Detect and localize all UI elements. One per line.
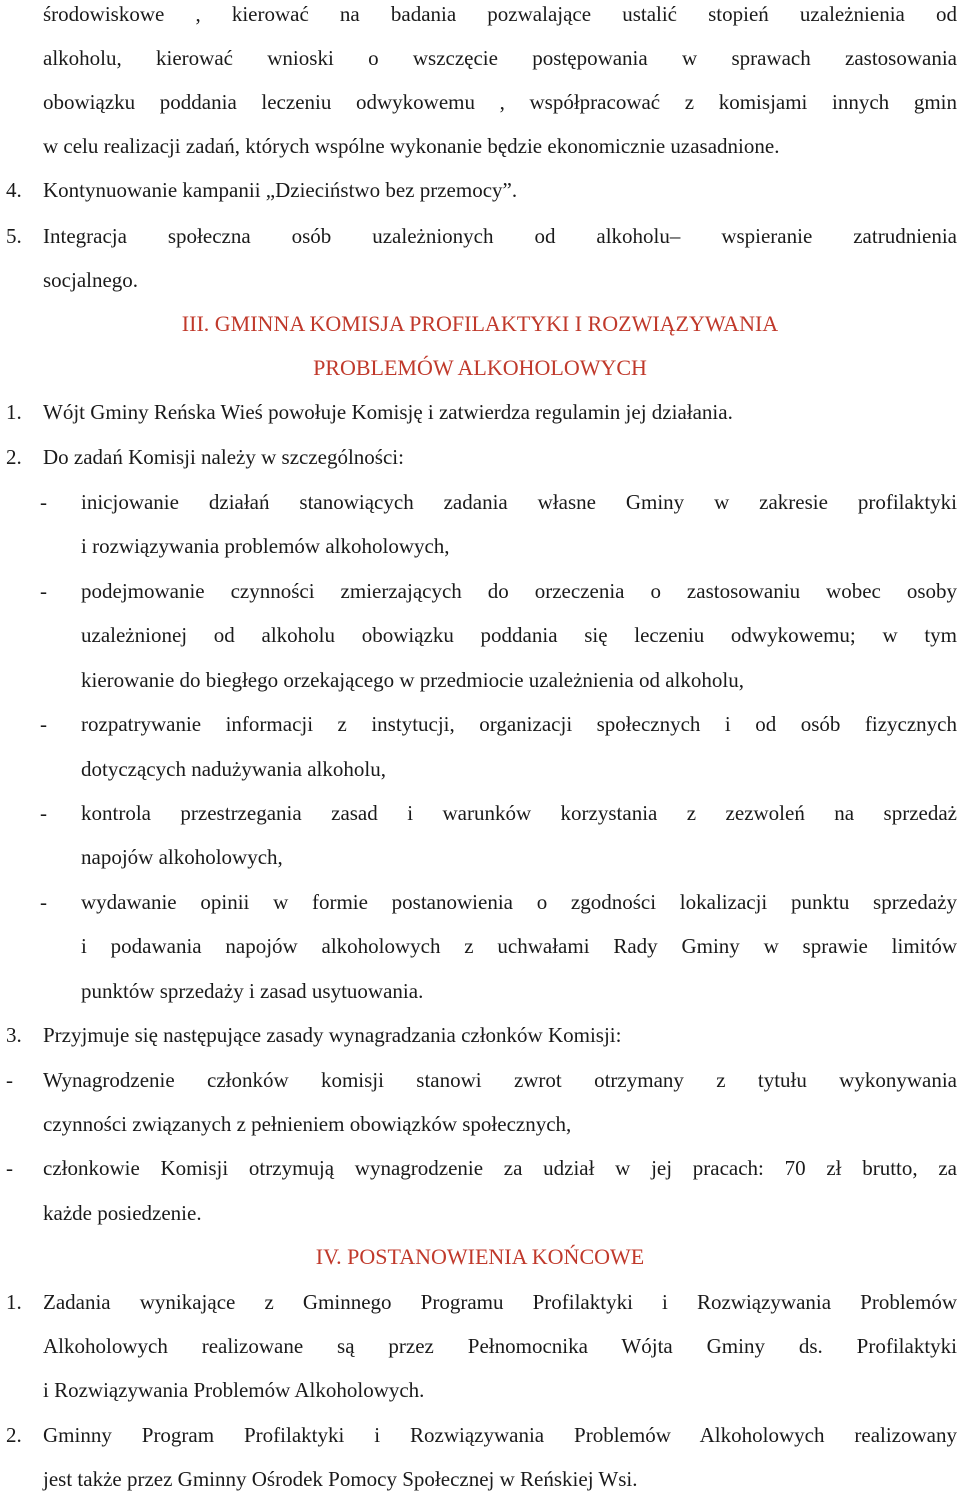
item-number: 1. xyxy=(6,1290,22,1314)
bullet-text: uzależnionej od alkoholu obowiązku poddania się leczeniu odwykowemu; w tym xyxy=(81,623,957,647)
bullet-dash: - xyxy=(40,801,47,825)
bullet-text: kontrola przestrzegania zasad i warunków korzystania z zezwoleń na sprzedaż xyxy=(81,801,957,825)
bullet-dash: - xyxy=(40,579,47,603)
item-text: i Rozwiązywania Problemów Alkoholowych. xyxy=(43,1378,425,1402)
item-number: 2. xyxy=(6,1423,22,1447)
paragraph-line: w celu realizacji zadań, których wspólne wykonanie będzie ekonomicznie uzasadnione. xyxy=(43,134,780,158)
item-text: Przyjmuje się następujące zasady wynagradzania członków Komisji: xyxy=(43,1023,622,1047)
section-heading: PROBLEMÓW ALKOHOLOWYCH xyxy=(313,355,647,380)
bullet-text: inicjowanie działań stanowiących zadania własne Gminy w zakresie profilaktyki xyxy=(81,490,957,514)
item-text: Do zadań Komisji należy w szczególności: xyxy=(43,445,404,469)
paragraph-line: alkoholu, kierować wnioski o wszczęcie postępowania w sprawach zastosowania xyxy=(43,46,957,70)
bullet-text: kierowanie do biegłego orzekającego w przedmiocie uzależnienia od alkoholu, xyxy=(81,668,744,692)
bullet-text: członkowie Komisji otrzymują wynagrodzenie za udział w jej pracach: 70 zł brutto, za xyxy=(43,1156,957,1180)
bullet-text: napojów alkoholowych, xyxy=(81,845,283,869)
bullet-text: wydawanie opinii w formie postanowienia o zgodności lokalizacji punktu sprzedaży xyxy=(81,890,957,914)
item-text: socjalnego. xyxy=(43,268,139,292)
item-number: 4. xyxy=(6,178,22,202)
item-text: Wójt Gminy Reńska Wieś powołuje Komisję i zatwierdza regulamin jej działania. xyxy=(43,400,733,424)
bullet-dash: - xyxy=(40,890,47,914)
bullet-text: i podawania napojów alkoholowych z uchwałami Rady Gminy w sprawie limitów xyxy=(81,934,957,958)
bullet-text: każde posiedzenie. xyxy=(43,1201,202,1225)
bullet-text: Wynagrodzenie członków komisji stanowi zwrot otrzymany z tytułu wykonywania xyxy=(43,1068,957,1092)
item-number: 3. xyxy=(6,1023,22,1047)
bullet-dash: - xyxy=(40,712,47,736)
section-heading: IV. POSTANOWIENIA KOŃCOWE xyxy=(315,1244,645,1269)
item-text: jest także przez Gminny Ośrodek Pomocy Społecznej w Reńskiej Wsi. xyxy=(43,1467,638,1491)
bullet-text: i rozwiązywania problemów alkoholowych, xyxy=(81,534,450,558)
bullet-text: rozpatrywanie informacji z instytucji, organizacji społecznych i od osób fizycznych xyxy=(81,712,957,736)
bullet-dash: - xyxy=(6,1068,13,1092)
item-text: Gminny Program Profilaktyki i Rozwiązywania Problemów Alkoholowych realizowany xyxy=(43,1423,957,1447)
paragraph-line: środowiskowe , kierować na badania pozwalające ustalić stopień uzależnienia od xyxy=(43,2,957,26)
item-text: Kontynuowanie kampanii „Dzieciństwo bez przemocy”. xyxy=(43,178,518,202)
section-heading: III. GMINNA KOMISJA PROFILAKTYKI I ROZWIĄZYWANIA xyxy=(181,311,779,336)
item-number: 2. xyxy=(6,445,22,469)
bullet-text: dotyczących nadużywania alkoholu, xyxy=(81,757,386,781)
item-text: Alkoholowych realizowane są przez Pełnomocnika Wójta Gminy ds. Profilaktyki xyxy=(43,1334,957,1358)
bullet-text: punktów sprzedaży i zasad usytuowania. xyxy=(81,979,424,1003)
bullet-dash: - xyxy=(6,1156,13,1180)
item-number: 1. xyxy=(6,400,22,424)
item-text: Zadania wynikające z Gminnego Programu Profilaktyki i Rozwiązywania Problemów xyxy=(43,1290,957,1314)
bullet-text: czynności związanych z pełnieniem obowiązków społecznych, xyxy=(43,1112,572,1136)
bullet-text: podejmowanie czynności zmierzających do orzeczenia o zastosowaniu wobec osoby xyxy=(81,579,957,603)
item-text: Integracja społeczna osób uzależnionych od alkoholu– wspieranie zatrudnienia xyxy=(43,224,957,248)
bullet-dash: - xyxy=(40,490,47,514)
paragraph-line: obowiązku poddania leczeniu odwykowemu , współpracować z komisjami innych gmin xyxy=(43,90,957,114)
item-number: 5. xyxy=(6,224,22,248)
